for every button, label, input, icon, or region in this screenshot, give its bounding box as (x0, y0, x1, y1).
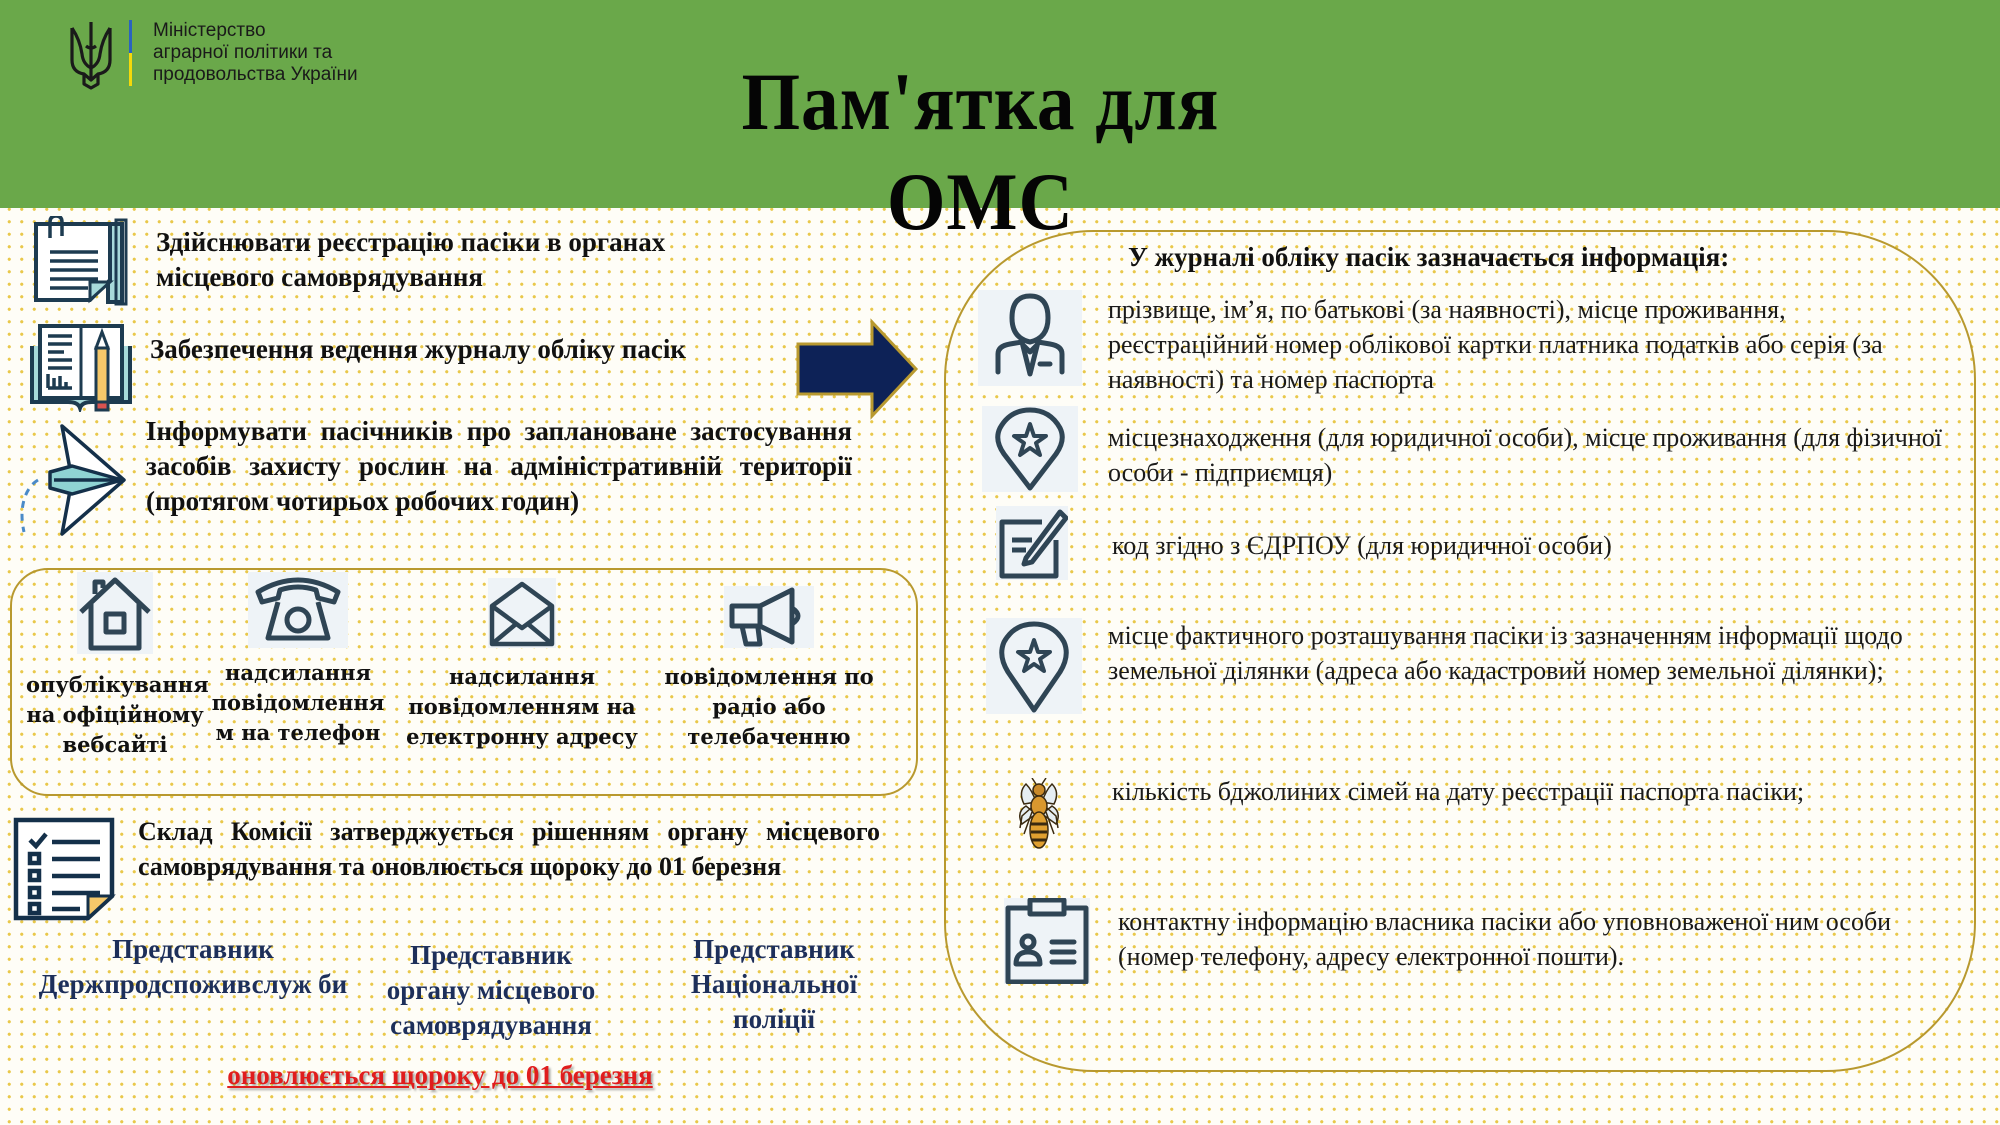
duty-inform-text: Інформувати пасічників про заплановане застосування засобів захисту рослин на адміністративній території (протягом чотирьох робочих годин) (146, 416, 852, 516)
header-banner (0, 0, 2000, 247)
method-phone (210, 572, 386, 748)
method-email-label: надсилання повідомленням на електронну адресу (406, 664, 638, 749)
paper-plane-icon (14, 422, 128, 538)
duty-registration-text: Здійснювати реєстрацію пасіки в органах місцевого самоврядування (156, 227, 666, 292)
contact-clipboard-icon (1004, 898, 1090, 984)
ministry-line: Міністерство (153, 20, 266, 41)
representative-local-government: Представник органу місцевого самоврядування (386, 940, 596, 1040)
location-star-icon (986, 618, 1082, 714)
journal-item-text: місцезнаходження (для юридичної особи), місце проживання (для фізичної особи - підприємця) (1108, 423, 1943, 487)
page-title: Пам'ятка для ОМС (741, 56, 1220, 247)
method-website-label: опублікування на офіційному вебсайті (26, 672, 209, 757)
representative-national-police: Представник Національної поліції (690, 934, 858, 1034)
journal-item-text: місце фактичного розташування пасіки із зазначенням інформації щодо земельної ділянки (адреса або кадастровий номер земельної ділянки); (1108, 621, 1903, 685)
method-phone-label: надсилання повідомлення м на телефон (211, 660, 385, 745)
document-icon (28, 216, 134, 306)
bee-icon (1016, 778, 1062, 852)
journal-item-text: кількість бджолиних сімей на дату реєстрації паспорта пасіки; (1112, 777, 1805, 806)
ministry-name (153, 20, 358, 86)
open-book-pencil-icon (28, 322, 134, 412)
ukraine-trident-icon (68, 20, 114, 90)
ukraine-flag-bar (129, 20, 132, 86)
ministry-line: продовольства України (153, 64, 358, 85)
megaphone-icon (724, 586, 814, 648)
commission-text: Склад Комісії затверджується рішенням органу місцевого самоврядування та оновлюється щороку до 01 березня (138, 817, 880, 881)
edit-document-icon (996, 506, 1068, 580)
telephone-icon (248, 572, 348, 648)
house-icon (77, 572, 153, 654)
person-icon (978, 290, 1082, 386)
location-star-icon (982, 406, 1078, 492)
representative-food-safety: Представник Держпродспоживслуж би (38, 934, 348, 999)
journal-item-text: прізвище, ім’я, по батькові (за наявності), місце проживання, реєстраційний номер облікової картки платника податків або серія (за наявності) та номер паспорта (1108, 295, 1883, 394)
checklist-icon (12, 816, 118, 922)
envelope-icon (488, 578, 556, 648)
journal-title: У журналі обліку пасік зазначається інформація: (1128, 242, 1730, 272)
ministry-line: аграрної політики та (153, 42, 333, 63)
arrow-right-icon (794, 318, 920, 420)
annual-update-note: оновлюється щороку до 01 березня (227, 1060, 653, 1090)
method-email (406, 578, 638, 752)
method-radio-tv (658, 586, 880, 752)
journal-item-text: код згідно з ЄДРПОУ (для юридичної особи) (1112, 531, 1612, 560)
duty-journal-text: Забезпечення ведення журналу обліку пасік (150, 334, 686, 364)
method-website (26, 572, 209, 760)
method-radio-tv-label: повідомлення по радіо або телебаченню (664, 664, 874, 749)
journal-item-text: контактну інформацію власника пасіки або уповноваженої ним особи (номер телефону, адресу електронної пошти). (1118, 907, 1892, 971)
